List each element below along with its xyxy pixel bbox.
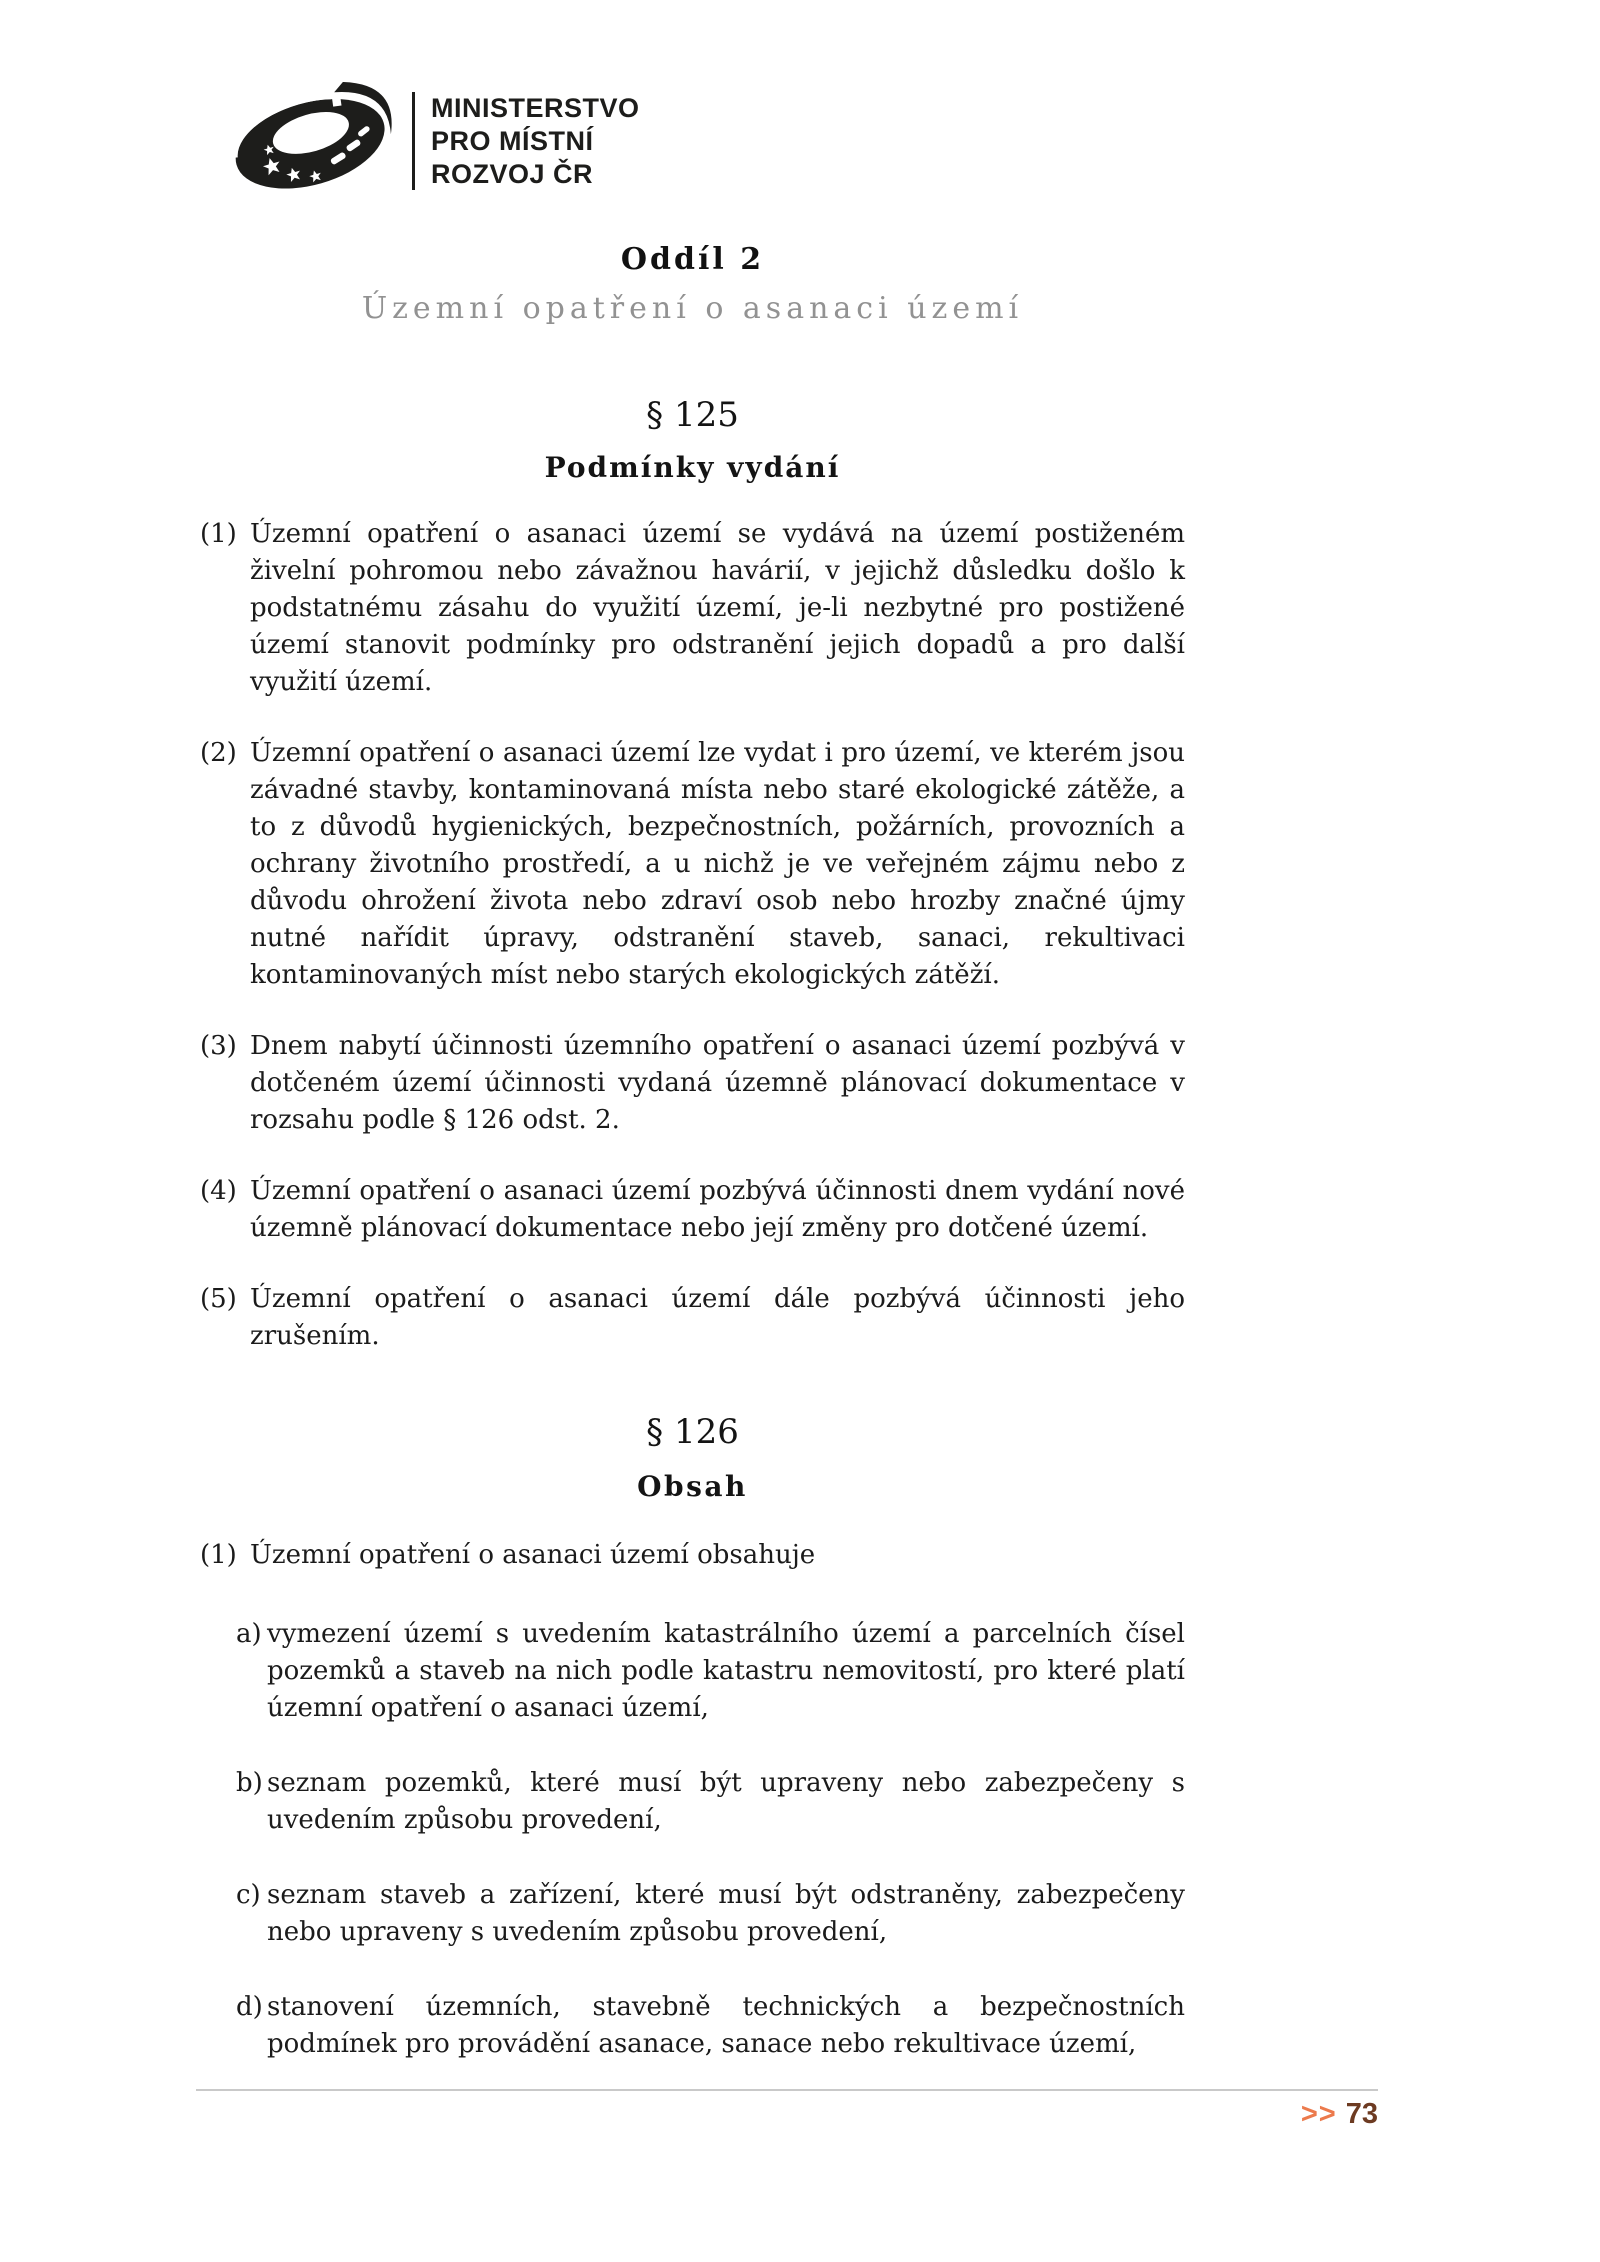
- sub-list-item: [236, 1877, 1185, 1951]
- list-item: [200, 1173, 1185, 1247]
- section-subtitle: Územní opatření o asanaci území: [361, 291, 1024, 326]
- section-title: Oddíl 2: [620, 242, 765, 277]
- list-item: [200, 1537, 1185, 1574]
- item-marker: (1): [200, 1540, 237, 1570]
- item-marker: (1): [200, 519, 237, 549]
- paragraph-125-number: § 125: [646, 395, 739, 435]
- sub-list-item: [236, 1989, 1185, 2063]
- sub-list-item: [236, 1765, 1185, 1839]
- ministry-name-line-3: ROZVOJ ČR: [431, 158, 594, 189]
- subitem-text: seznam staveb a zařízení, které musí být odstraněny, zabezpečeny nebo upraveny s uvedením způsobu provedení,: [267, 1880, 1185, 1947]
- paragraph-125-items: [200, 516, 1185, 1355]
- ministry-name-line-2: PRO MÍSTNÍ: [431, 125, 594, 156]
- item-text: Územní opatření o asanaci území dále pozbývá účinnosti jeho zrušením.: [250, 1284, 1185, 1351]
- ministry-name: [431, 92, 640, 191]
- footer-divider: [196, 2089, 1378, 2091]
- subitem-text: vymezení území s uvedením katastrálního území a parcelních čísel pozemků a staveb na nich podle katastru nemovitostí, pro které platí územní opatření o asanaci území,: [267, 1619, 1185, 1723]
- ministry-logo: [228, 82, 640, 200]
- page-number-value: 73: [1345, 2098, 1378, 2130]
- page-number-chevrons: >>: [1300, 2098, 1337, 2130]
- list-item: [200, 1281, 1185, 1355]
- subitem-text: seznam pozemků, které musí být upraveny nebo zabezpečeny s uvedením způsobu provedení,: [267, 1768, 1185, 1835]
- subitem-text: stanovení územních, stavebně technických a bezpečnostních podmínek pro provádění asanace, sanace nebo rekultivace území,: [267, 1992, 1185, 2059]
- page-number: [1301, 2098, 1378, 2130]
- sub-list-item: [236, 1616, 1185, 1727]
- paragraph-126-intro: [200, 1537, 1185, 1574]
- item-marker: (5): [200, 1284, 237, 1314]
- item-marker: (2): [200, 738, 237, 768]
- paragraph-126-number: § 126: [646, 1412, 739, 1452]
- item-text: Územní opatření o asanaci území pozbývá účinnosti dnem vydání nové územně plánovací dokumentace nebo její změny pro dotčené území.: [250, 1176, 1185, 1243]
- paragraph-126-title: Obsah: [637, 1470, 748, 1503]
- item-text: Územní opatření o asanaci území obsahuje: [250, 1540, 816, 1570]
- document-content: [200, 0, 1185, 2063]
- subitem-marker: a): [236, 1619, 262, 1649]
- list-item: [200, 516, 1185, 701]
- logo-divider: [412, 92, 415, 190]
- subitem-marker: b): [236, 1768, 263, 1798]
- item-marker: (4): [200, 1176, 237, 1206]
- list-item: [200, 1028, 1185, 1139]
- ministry-swirl-logo-icon: [228, 82, 396, 200]
- paragraph-125-title: Podmínky vydání: [544, 451, 841, 484]
- subitem-marker: d): [236, 1992, 263, 2022]
- subitem-marker: c): [236, 1880, 261, 1910]
- item-text: Dnem nabytí účinnosti územního opatření o asanaci území pozbývá v dotčeném území účinnosti vydaná územně plánovací dokumentace v rozsahu podle § 126 odst. 2.: [250, 1031, 1185, 1135]
- item-text: Územní opatření o asanaci území se vydává na území postiženém živelní pohromou nebo závažnou havárií, v jejichž důsledku došlo k podstatnému zásahu do využití území, je-li nezbytné pro postižené území stanovit podmínky pro odstranění jejich dopadů a pro další využití území.: [250, 519, 1185, 697]
- ministry-name-line-1: MINISTERSTVO: [431, 92, 640, 123]
- item-text: Územní opatření o asanaci území lze vydat i pro území, ve kterém jsou závadné stavby, kontaminovaná místa nebo staré ekologické zátěže, a to z důvodů hygienických, bezpečnostních, požárních, provozních a ochrany životního prostředí, a u nichž je ve veřejném zájmu nebo z důvodu ohrožení života nebo zdraví osob nebo hrozby značné újmy nutné nařídit úpravy, odstranění staveb, sanaci, rekultivaci kontaminovaných míst nebo starých ekologických zátěží.: [250, 738, 1185, 990]
- list-item: [200, 735, 1185, 994]
- paragraph-126-subitems: [236, 1616, 1185, 2063]
- item-marker: (3): [200, 1031, 237, 1061]
